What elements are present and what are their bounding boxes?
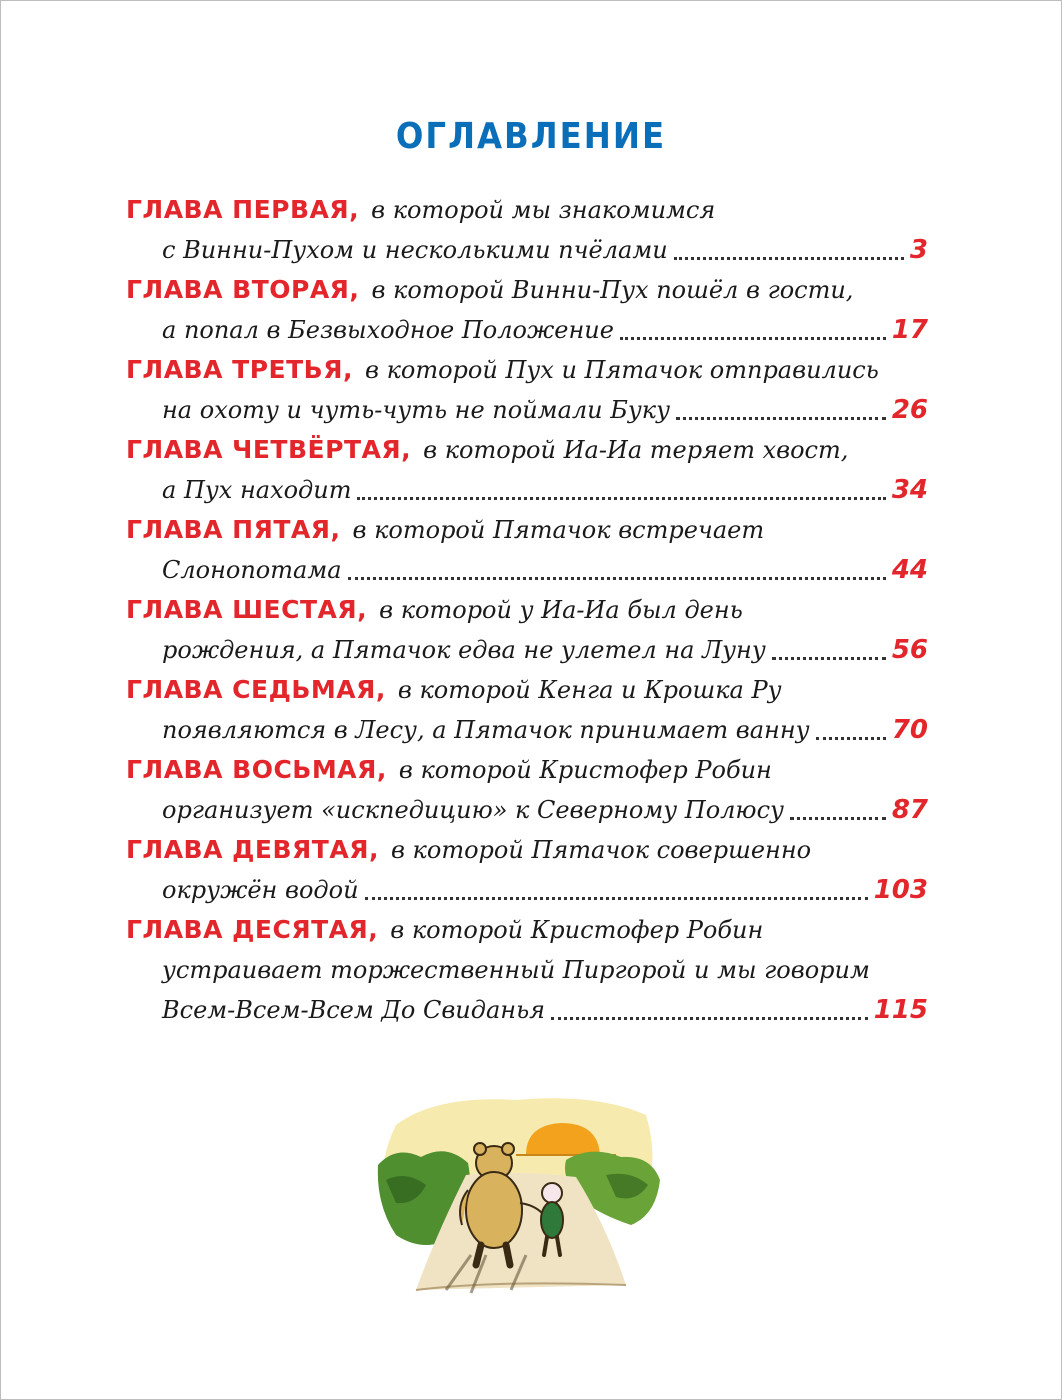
chapter-description: в которой Кристофер Робин (398, 756, 772, 784)
entry-last-line (162, 870, 928, 910)
entry-head-line (126, 190, 715, 230)
chapter-description: в которой Кристофер Робин (390, 916, 764, 944)
entry-head-line (126, 590, 743, 630)
dot-leader (551, 1017, 868, 1020)
dot-leader (348, 577, 886, 580)
pooh-and-piglet-sunset-illustration (376, 1085, 662, 1295)
entry-head-line (126, 350, 879, 390)
chapter-description-end: на охоту и чуть-чуть не поймали Буку (162, 396, 671, 424)
chapter-description-end: Всем-Всем-Всем До Свиданья (162, 996, 546, 1024)
entry-last-line (162, 990, 928, 1030)
dot-leader (816, 737, 886, 740)
entry-head-line (126, 430, 848, 470)
entry-last-line (162, 790, 928, 830)
toc-entry[interactable] (0, 830, 1062, 910)
dot-leader (365, 897, 868, 900)
page-number: 3 (909, 235, 928, 265)
chapter-label: ГЛАВА ПЕРВАЯ, (126, 195, 360, 224)
page-number: 44 (891, 555, 928, 585)
chapter-description-end: Слонопотама (162, 556, 342, 584)
toc-entry[interactable] (0, 430, 1062, 510)
entry-last-line (162, 710, 928, 750)
chapter-description: в которой у Иа-Иа был день (379, 596, 743, 624)
chapter-description: в которой Кенга и Крошка Ру (397, 676, 782, 704)
page-number: 56 (891, 635, 928, 665)
chapter-description: в которой Пятачок встречает (352, 516, 765, 544)
chapter-label: ГЛАВА ВТОРАЯ, (126, 275, 360, 304)
toc-entry[interactable] (0, 350, 1062, 430)
chapter-description-end: рождения, а Пятачок едва не улетел на Луну (162, 636, 766, 664)
entry-last-line (162, 310, 928, 350)
chapter-label: ГЛАВА ШЕСТАЯ, (126, 595, 368, 624)
chapter-description-end: с Винни-Пухом и несколькими пчёлами (162, 236, 668, 264)
entry-last-line (162, 390, 928, 430)
dot-leader (674, 257, 904, 260)
page-title: ОГЛАВЛЕНИЕ (395, 116, 667, 157)
chapter-label: ГЛАВА СЕДЬМАЯ, (126, 675, 386, 704)
chapter-description: в которой Иа-Иа теряет хвост, (423, 436, 849, 464)
chapter-label: ГЛАВА ЧЕТВЁРТАЯ, (126, 435, 412, 464)
entry-head-line (126, 750, 772, 790)
entry-last-line (162, 550, 928, 590)
page-number: 17 (891, 315, 928, 345)
dot-leader (772, 657, 886, 660)
entry-last-line (162, 630, 928, 670)
chapter-description: в которой мы знакомимся (371, 196, 716, 224)
chapter-description-end: организует «искпедицию» к Северному Полюсу (162, 796, 784, 824)
page-number: 87 (891, 795, 928, 825)
chapter-description-end: появляются в Лесу, а Пятачок принимает ванну (162, 716, 810, 744)
entry-last-line (162, 230, 928, 270)
chapter-description: в которой Пятачок совершенно (390, 836, 812, 864)
chapter-description: в которой Пух и Пятачок отправились (364, 356, 879, 384)
chapter-description: в которой Винни-Пух пошёл в гости, (371, 276, 854, 304)
chapter-description-end: а попал в Безвыходное Положение (162, 316, 614, 344)
dot-leader (357, 497, 885, 500)
page-number: 70 (891, 715, 928, 745)
chapter-label: ГЛАВА ПЯТАЯ, (126, 515, 341, 544)
dot-leader (620, 337, 886, 340)
toc-entry[interactable] (0, 270, 1062, 350)
toc-entry[interactable] (0, 750, 1062, 830)
entry-head-line (126, 270, 853, 310)
toc-entry[interactable] (0, 590, 1062, 670)
chapter-description-end: а Пух находит (162, 476, 352, 504)
entry-head-line (126, 910, 763, 950)
page-number: 115 (873, 995, 928, 1025)
toc-list (0, 190, 1062, 1030)
chapter-description-end: окружён водой (162, 876, 359, 904)
page-number: 34 (891, 475, 928, 505)
chapter-label: ГЛАВА ДЕВЯТАЯ, (126, 835, 379, 864)
chapter-label: ГЛАВА ТРЕТЬЯ, (126, 355, 353, 384)
dot-leader (790, 817, 886, 820)
toc-entry[interactable] (0, 670, 1062, 750)
entry-head-line (126, 510, 764, 550)
page-number: 103 (873, 875, 928, 905)
entry-continuation-line: устраивает торжественный Пиргорой и мы говорим (162, 956, 870, 984)
dot-leader (676, 417, 886, 420)
entry-head-line (126, 830, 811, 870)
chapter-label: ГЛАВА ВОСЬМАЯ, (126, 755, 387, 784)
page-number: 26 (891, 395, 928, 425)
entry-last-line (162, 470, 928, 510)
chapter-label: ГЛАВА ДЕСЯТАЯ, (126, 915, 379, 944)
toc-entry[interactable] (0, 190, 1062, 270)
toc-entry[interactable] (0, 510, 1062, 590)
toc-entry[interactable] (0, 910, 1062, 1030)
entry-head-line (126, 670, 782, 710)
